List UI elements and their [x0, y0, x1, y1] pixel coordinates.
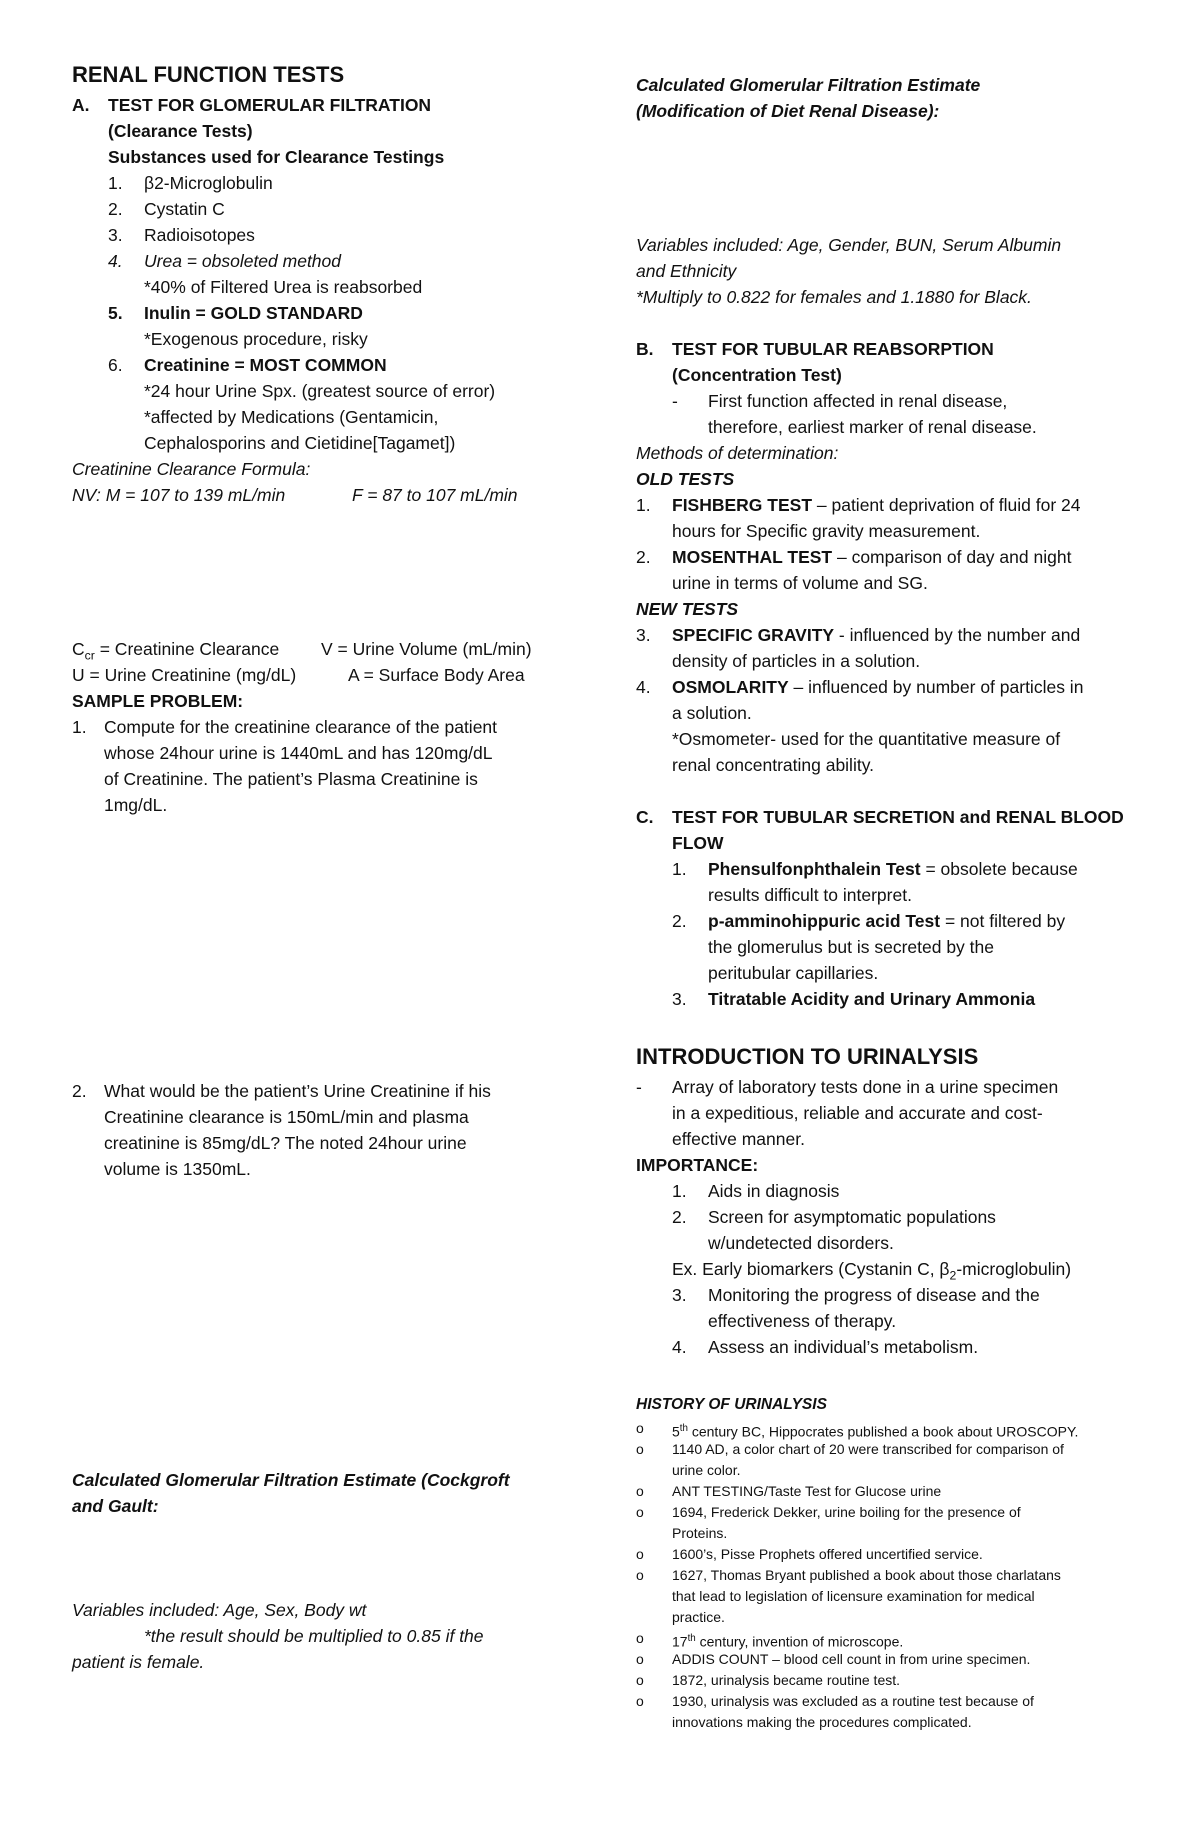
list-item: 3. Titratable Acidity and Urinary Ammonia — [672, 989, 1036, 1009]
list-item: 1. Phensulfonphthalein Test = obsolete because — [672, 859, 1078, 879]
osmometer-note: *Osmometer- used for the quantitative measure of — [672, 729, 1061, 749]
mdrd-title: (Modification of Diet Renal Disease): — [636, 101, 940, 121]
section-b-subtitle: (Concentration Test) — [672, 365, 842, 385]
mdrd-title: Calculated Glomerular Filtration Estimate — [636, 75, 981, 95]
creatinine-note: *affected by Medications (Gentamicin, — [144, 407, 439, 427]
v-definition: V = Urine Volume (mL/min) — [321, 639, 532, 659]
history-item: 17th century, invention of microscope. — [672, 1633, 904, 1650]
dash-marker: - — [636, 1077, 642, 1097]
problem-1-number: 1. — [72, 717, 87, 737]
problem-2-line: Creatinine clearance is 150mL/min and plasma — [104, 1107, 469, 1127]
history-item: ANT TESTING/Taste Test for Glucose urine — [672, 1483, 942, 1499]
history-item: 1600’s, Pisse Prophets offered uncertified service. — [672, 1546, 983, 1562]
example-line: Ex. Early biomarkers (Cystanin C, $\beta_2-microglobulin$) — [672, 1259, 1072, 1283]
problem-2-line: creatinine is 85mg/dL? The noted 24hour urine — [104, 1133, 467, 1153]
page-title: RENAL FUNCTION TESTS — [72, 62, 345, 87]
normal-value-female: F = 87 to 107 mL/min — [352, 485, 518, 505]
bullet-icon: o — [636, 1651, 644, 1667]
list-item: 6. Creatinine = MOST COMMON — [108, 355, 387, 375]
history-item: 1627, Thomas Bryant published a book about those charlatans — [672, 1567, 1061, 1583]
section-c-heading: C. TEST FOR TUBULAR SECRETION and RENAL BLOOD — [636, 807, 1124, 827]
history-item: 1930, urinalysis was excluded as a routine test because of — [672, 1693, 1034, 1709]
list-item: 4. Assess an individual’s metabolism. — [672, 1337, 979, 1357]
list-item: 1. Aids in diagnosis — [672, 1181, 840, 1201]
intro-line: effective manner. — [672, 1129, 805, 1149]
list-item-continued: a solution. — [672, 703, 752, 723]
list-item-continued: results difficult to interpret. — [708, 885, 912, 905]
section-b-heading: B. TEST FOR TUBULAR REABSORPTION — [636, 339, 994, 359]
cockcroft-gault-variables: Variables included: Age, Sex, Body wt — [72, 1600, 367, 1620]
problem-1-line: whose 24hour urine is 1440mL and has 120mg/dL — [104, 743, 493, 763]
list-item-continued: hours for Specific gravity measurement. — [672, 521, 981, 541]
list-item: 4. OSMOLARITY – influenced by number of particles in — [636, 677, 1084, 697]
mdrd-variables: Variables included: Age, Gender, BUN, Serum Albumin — [636, 235, 1062, 255]
cockcroft-gault-note: *the result should be multiplied to 0.85 if the — [144, 1626, 484, 1646]
history-item: 1872, urinalysis became routine test. — [672, 1672, 901, 1688]
history-item: ADDIS COUNT – blood cell count in from urine specimen. — [672, 1651, 1031, 1667]
problem-2-number: 2. — [72, 1081, 87, 1101]
bullet-icon: o — [636, 1546, 644, 1562]
list-item-continued: peritubular capillaries. — [708, 963, 879, 983]
list-item-continued: density of particles in a solution. — [672, 651, 921, 671]
mdrd-variables: and Ethnicity — [636, 261, 737, 281]
list-item: 2. MOSENTHAL TEST – comparison of day and night — [636, 547, 1072, 567]
bullet-icon: o — [636, 1672, 644, 1688]
bullet-icon: o — [636, 1441, 644, 1457]
normal-value-male: NV: M = 107 to 139 mL/min — [72, 485, 286, 505]
intro-title: INTRODUCTION TO URINALYSIS — [636, 1044, 979, 1069]
list-item-continued: effectiveness of therapy. — [708, 1311, 897, 1331]
problem-2-line: What would be the patient’s Urine Creatinine if his — [104, 1081, 491, 1101]
cockcroft-gault-note: patient is female. — [72, 1652, 205, 1672]
list-item: 2. Screen for asymptomatic populations — [672, 1207, 996, 1227]
history-item: 1140 AD, a color chart of 20 were transcribed for comparison of — [672, 1441, 1064, 1457]
creatinine-note: Cephalosporins and Cietidine[Tagamet]) — [144, 433, 456, 453]
bullet-icon: o — [636, 1420, 644, 1436]
list-item: 1. FISHBERG TEST – patient deprivation of fluid for 24 — [636, 495, 1081, 515]
inulin-note: *Exogenous procedure, risky — [144, 329, 368, 349]
section-a-heading: A. TEST FOR GLOMERULAR FILTRATION — [72, 95, 432, 115]
section-b-note: therefore, earliest marker of renal disease. — [708, 417, 1037, 437]
history-item-continued: innovations making the procedures complicated. — [672, 1714, 972, 1730]
cockcroft-gault-title: Calculated Glomerular Filtration Estimate (Cockgroft — [72, 1470, 510, 1490]
methods-label: Methods of determination: — [636, 443, 839, 463]
dash-marker: - — [672, 391, 678, 411]
section-c-heading-continued: FLOW — [672, 833, 724, 853]
problem-2-line: volume is 1350mL. — [104, 1159, 251, 1179]
problem-1-line: Compute for the creatinine clearance of the patient — [104, 717, 498, 737]
list-item: 3. Radioisotopes — [108, 225, 255, 245]
sample-problem-heading: SAMPLE PROBLEM: — [72, 691, 244, 711]
list-item: 2. p-amminohippuric acid Test = not filtered by — [672, 911, 1066, 931]
intro-line: Array of laboratory tests done in a urine specimen — [672, 1077, 1059, 1097]
history-item-continued: urine color. — [672, 1462, 741, 1478]
list-item: 3. Monitoring the progress of disease and the — [672, 1285, 1040, 1305]
bullet-icon: o — [636, 1483, 644, 1499]
history-item-continued: Proteins. — [672, 1525, 728, 1541]
history-item: 5th century BC, Hippocrates published a book about UROSCOPY. — [672, 1423, 1079, 1440]
problem-1-line: of Creatinine. The patient’s Plasma Creatinine is — [104, 769, 478, 789]
intro-line: in a expeditious, reliable and accurate and cost- — [672, 1103, 1043, 1123]
section-b-note: First function affected in renal disease, — [708, 391, 1008, 411]
a-definition: A = Surface Body Area — [348, 665, 525, 685]
list-item: 2. Cystatin C — [108, 199, 225, 219]
urea-note: *40% of Filtered Urea is reabsorbed — [144, 277, 423, 297]
section-a-subtitle: (Clearance Tests) — [108, 121, 253, 141]
list-item-continued: the glomerulus but is secreted by the — [708, 937, 994, 957]
problem-1-line: 1mg/dL. — [104, 795, 168, 815]
bullet-icon: o — [636, 1567, 644, 1583]
list-item: 5. Inulin = GOLD STANDARD — [108, 303, 363, 323]
list-item-continued: w/undetected disorders. — [708, 1233, 894, 1253]
new-tests-label: NEW TESTS — [636, 599, 739, 619]
osmometer-note: renal concentrating ability. — [672, 755, 875, 775]
list-item: 4. Urea = obsoleted method — [108, 251, 342, 271]
list-item-continued: urine in terms of volume and SG. — [672, 573, 928, 593]
formula-label: Creatinine Clearance Formula: — [72, 459, 311, 479]
history-title: HISTORY OF URINALYSIS — [636, 1396, 827, 1413]
history-item: 1694, Frederick Dekker, urine boiling for the presence of — [672, 1504, 1021, 1520]
u-definition: U = Urine Creatinine (mg/dL) — [72, 665, 297, 685]
bullet-icon: o — [636, 1693, 644, 1709]
substances-heading: Substances used for Clearance Testings — [108, 147, 445, 167]
mdrd-note: *Multiply to 0.822 for females and 1.1880 for Black. — [636, 287, 1032, 307]
importance-heading: IMPORTANCE: — [636, 1155, 759, 1175]
list-item: 1. β2-Microglobulin — [108, 173, 273, 193]
ccr-definition: $C_{cr}$ = Creatinine Clearance — [72, 639, 280, 663]
bullet-icon: o — [636, 1630, 644, 1646]
bullet-icon: o — [636, 1504, 644, 1520]
list-item: 3. SPECIFIC GRAVITY - influenced by the number and — [636, 625, 1081, 645]
creatinine-note: *24 hour Urine Spx. (greatest source of error) — [144, 381, 496, 401]
cockcroft-gault-title: and Gault: — [72, 1496, 159, 1516]
history-item-continued: that lead to legislation of licensure examination for medical — [672, 1588, 1035, 1604]
old-tests-label: OLD TESTS — [636, 469, 735, 489]
history-item-continued: practice. — [672, 1609, 725, 1625]
